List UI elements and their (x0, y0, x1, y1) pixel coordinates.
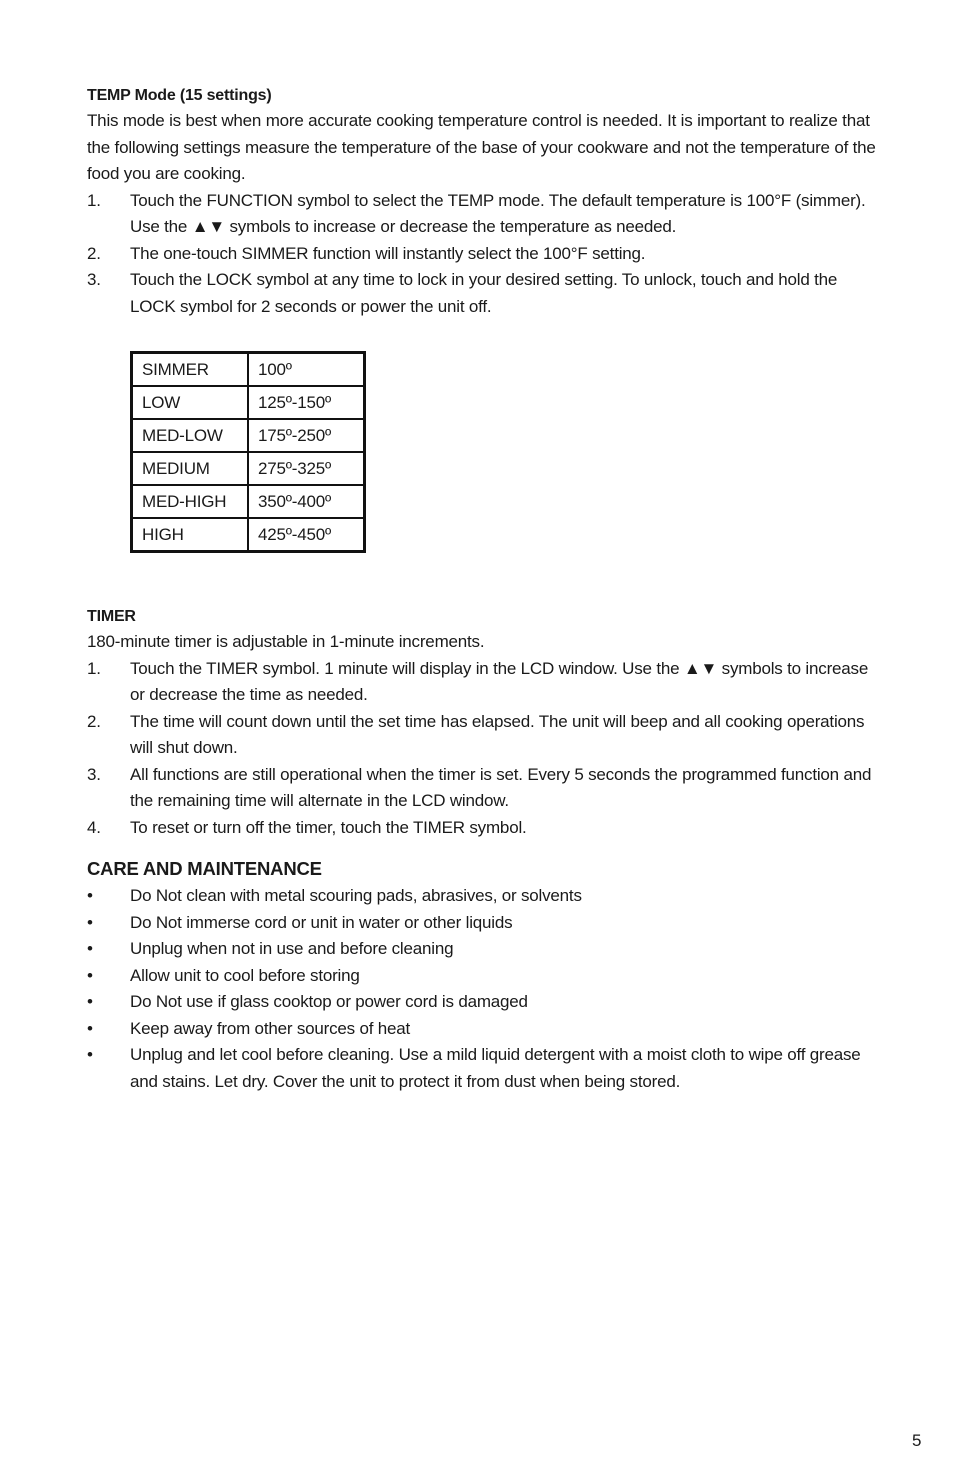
item-text: Unplug when not in use and before cleaning (130, 939, 454, 958)
bullet: • (87, 886, 93, 905)
list-item (87, 1016, 877, 1043)
list-item (87, 241, 877, 268)
bullet: • (87, 1045, 93, 1064)
manual-page (87, 84, 877, 1095)
timer-steps (87, 656, 877, 842)
page-number: 5 (912, 1431, 922, 1450)
item-text: Do Not immerse cord or unit in water or other liquids (130, 912, 513, 932)
bullet: • (87, 965, 93, 985)
step-number: 3. (87, 764, 101, 784)
bullet: • (87, 939, 93, 958)
step-number: 4. (87, 817, 101, 837)
list-item (87, 1042, 877, 1095)
list-item (87, 989, 877, 1016)
list-item (87, 936, 877, 963)
table-row (132, 353, 365, 387)
step-number: 2. (87, 711, 101, 731)
step-text: The time will count down until the set time has elapsed. The unit will beep and all cooking operations will shut down. (130, 711, 865, 757)
table-row (132, 518, 365, 552)
table-cell-temp: 425º-450º (248, 518, 365, 552)
bullet: • (87, 992, 93, 1011)
step-text: The one-touch SIMMER function will instantly select the 100°F setting. (130, 243, 646, 263)
table-cell-setting: MED-HIGH (132, 485, 249, 518)
list-item (87, 815, 877, 842)
list-item (87, 762, 877, 815)
table-cell-temp: 125º-150º (248, 386, 365, 419)
step-number: 2. (87, 243, 101, 263)
temperature-settings-table (130, 351, 366, 553)
list-item (87, 188, 877, 241)
item-text: Keep away from other sources of heat (130, 1018, 411, 1038)
temp-mode-steps (87, 188, 877, 321)
step-number: 1. (87, 190, 101, 210)
item-text: Do Not use if glass cooktop or power cord is damaged (130, 992, 528, 1011)
list-item (87, 963, 877, 990)
bullet: • (87, 912, 93, 932)
step-text: Touch the FUNCTION symbol to select the TEMP mode. The default temperature is 100°F (simmer). Use the ▲▼ symbols to increase or decrease the temperature as needed. (130, 190, 866, 236)
step-text: Touch the TIMER symbol. 1 minute will display in the LCD window. Use the ▲▼ symbols to increase or decrease the time as needed. (130, 658, 869, 704)
step-number: 1. (87, 658, 101, 678)
table-cell-setting: SIMMER (132, 353, 249, 387)
table-row (132, 419, 365, 452)
timer-intro: 180-minute timer is adjustable in 1-minute increments. (87, 632, 485, 651)
step-text: To reset or turn off the timer, touch the TIMER symbol. (130, 817, 527, 837)
item-text: Do Not clean with metal scouring pads, abrasives, or solvents (130, 886, 582, 905)
table-row (132, 485, 365, 518)
temp-mode-intro: This mode is best when more accurate cooking temperature control is needed. It is important to realize that the following settings measure the temperature of the base of your cookware and not the temperature of the food you are cooking. (87, 111, 876, 183)
table-row (132, 386, 365, 419)
list-item (87, 910, 877, 937)
table-cell-setting: MED-LOW (132, 419, 249, 452)
section-spacer (87, 553, 877, 605)
list-item (87, 883, 877, 910)
table-cell-temp: 175º-250º (248, 419, 365, 452)
timer-heading: TIMER (87, 608, 136, 625)
care-maintenance-list (87, 883, 877, 1095)
table-cell-temp: 275º-325º (248, 452, 365, 485)
item-text: Unplug and let cool before cleaning. Use a mild liquid detergent with a moist cloth to wipe off grease and stains. Let dry. Cover the unit to protect it from dust when being stored. (130, 1045, 861, 1091)
list-item (87, 656, 877, 709)
table-cell-setting: HIGH (132, 518, 249, 552)
step-text: All functions are still operational when the timer is set. Every 5 seconds the programmed function and the remaining time will alternate in the LCD window. (130, 764, 872, 810)
table-cell-temp: 100º (248, 353, 365, 387)
temp-mode-heading: TEMP Mode (15 settings) (87, 87, 272, 104)
list-item (87, 267, 877, 320)
section-spacer (87, 841, 877, 855)
table-cell-setting: LOW (132, 386, 249, 419)
item-text: Allow unit to cool before storing (130, 965, 360, 985)
list-item (87, 709, 877, 762)
step-text: Touch the LOCK symbol at any time to lock in your desired setting. To unlock, touch and hold the LOCK symbol for 2 seconds or power the unit off. (130, 270, 838, 316)
table-cell-temp: 350º-400º (248, 485, 365, 518)
step-number: 3. (87, 270, 101, 289)
table-row (132, 452, 365, 485)
bullet: • (87, 1018, 93, 1038)
table-cell-setting: MEDIUM (132, 452, 249, 485)
care-maintenance-heading: CARE AND MAINTENANCE (87, 858, 322, 879)
